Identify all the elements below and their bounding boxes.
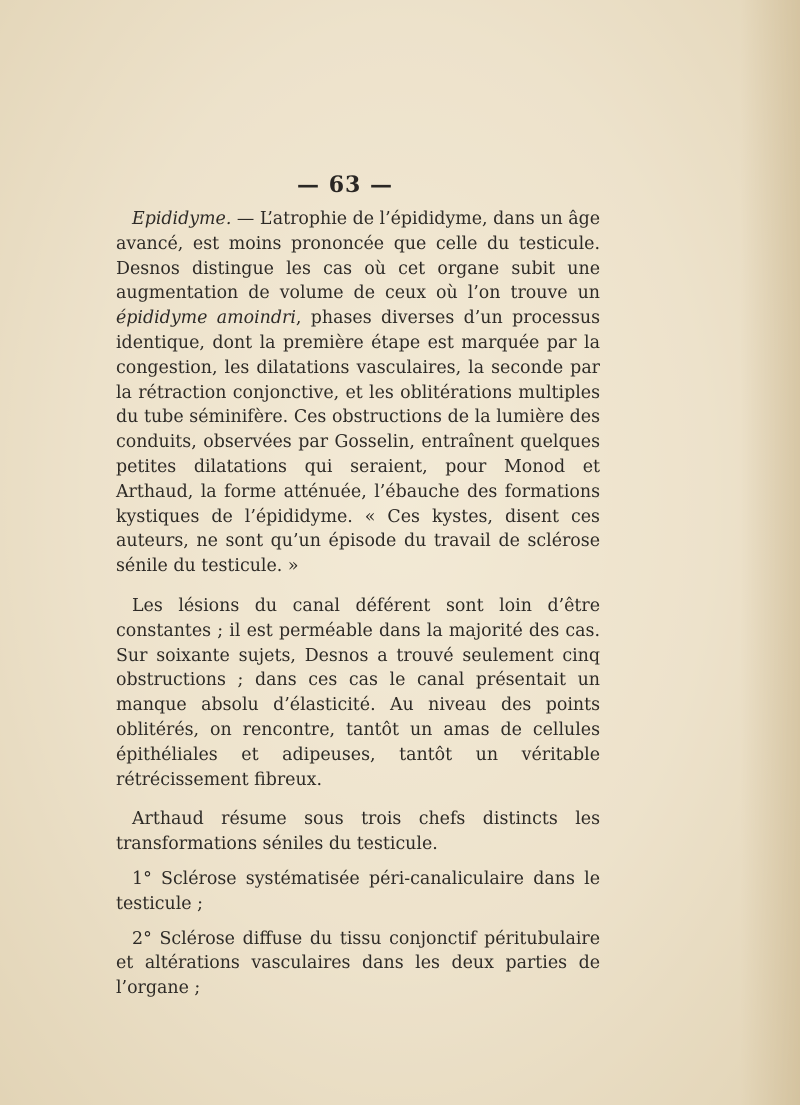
list-item-2: 2° Sclérose diffuse du tissu conjonctif péritubulaire et altérations vasculaires dans les deux parties de l’organe ; xyxy=(116,928,600,999)
paragraph-arthaud: Arthaud résume sous trois chefs distincts les transformations séniles du testicule. xyxy=(116,809,600,855)
section-heading: Epididyme. xyxy=(132,209,232,229)
paragraph-text-continued: , phases diverses d’un processus identique, dont la première étape est marquée par la congestion, les dilatations vasculaires, la seconde par la rétraction conjonctive, et les oblitérations multiples du tube séminifère. Ces obstructions de la lumière des conduits, observées par Gosselin, entraînent quelques petites dilatations qui seraient, pour Monod et Arthaud, la forme atténuée, l’ébauche des formations kystiques de l’épididyme. « Ces kystes, disent ces auteurs, ne sont qu’un épisode du travail de sclérose sénile du testicule. » xyxy=(116,308,600,577)
page-edge-shadow xyxy=(740,0,800,1105)
list-item-1: 1° Sclérose systématisée péri-canaliculaire dans le testicule ; xyxy=(116,868,600,914)
page-number: — 63 — xyxy=(297,172,393,198)
body-text xyxy=(116,207,600,1011)
paragraph-text: — L’atrophie de l’épididyme, dans un âge avancé, est moins prononcée que celle du testicule. Desnos distingue les cas où cet organe subit une augmentation de volume de ceux où l’on trouve un xyxy=(116,209,600,304)
paragraph-canal-deferent: Les lésions du canal déférent sont loin d’être constantes ; il est perméable dans la majorité des cas. Sur soixante sujets, Desnos a trouvé seulement cinq obstructions ; dans ces cas le canal présentait un manque absolu d’élasticité. Au niveau des points oblitérés, on rencontre, tantôt un amas de cellules épithéliales et adipeuses, tantôt un véritable rétrécissement fibreux. xyxy=(116,595,600,790)
italic-term: épididyme amoindri xyxy=(116,308,296,329)
paragraph-epididyme xyxy=(116,207,600,579)
